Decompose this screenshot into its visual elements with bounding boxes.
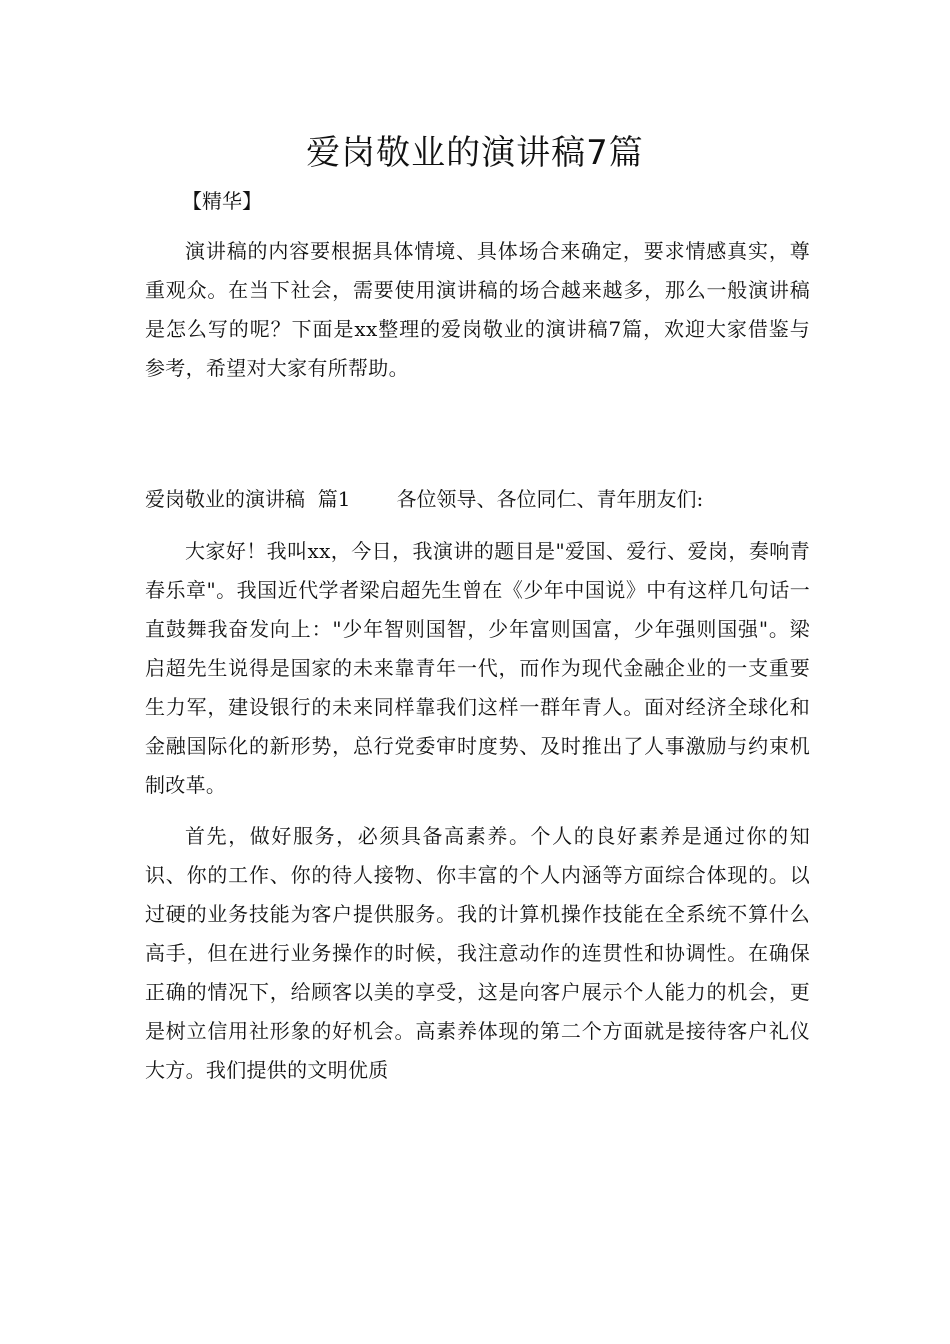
intro-section	[145, 232, 810, 388]
section-heading	[145, 481, 825, 517]
salutation: 各位领导、各位同仁、青年朋友们:	[396, 487, 704, 511]
section-title: 爱岗敬业的演讲稿 篇1	[145, 487, 351, 511]
essence-tag: 【精华】	[182, 189, 262, 213]
body-paragraph: 大家好！我叫xx，今日，我演讲的题目是"爱国、爱行、爱岗，奏响青春乐章"。我国近代学者梁启超先生曾在《少年中国说》中有这样几句话一直鼓舞我奋发向上："少年智则国智，少年富则国富，少年强则国强"。梁启超先生说得是国家的未来靠青年一代，而作为现代金融企业的一支重要生力军，建设银行的未来同样靠我们这样一群年青人。面对经济全球化和金融国际化的新形势，总行党委审时度势、及时推出了人事激励与约束机制改革。	[145, 539, 810, 797]
document-title: 爱岗敬业的演讲稿7篇	[306, 133, 644, 173]
intro-paragraph: 演讲稿的内容要根据具体情境、具体场合来确定，要求情感真实，尊重观众。在当下社会，需要使用演讲稿的场合越来越多，那么一般演讲稿是怎么写的呢？下面是xx整理的爱岗敬业的演讲稿7篇，欢迎大家借鉴与参考，希望对大家有所帮助。	[145, 239, 810, 380]
body-paragraph: 首先，做好服务，必须具备高素养。个人的良好素养是通过你的知识、你的工作、你的待人接物、你丰富的个人内涵等方面综合体现的。以过硬的业务技能为客户提供服务。我的计算机操作技能在全系统不算什么高手，但在进行业务操作的时候，我注意动作的连贯性和协调性。在确保正确的情况下，给顾客以美的享受，这是向客户展示个人能力的机会，更是树立信用社形象的好机会。高素养体现的第二个方面就是接待客户礼仪大方。我们提供的文明优质	[145, 824, 810, 1082]
speech-body	[145, 532, 810, 1090]
